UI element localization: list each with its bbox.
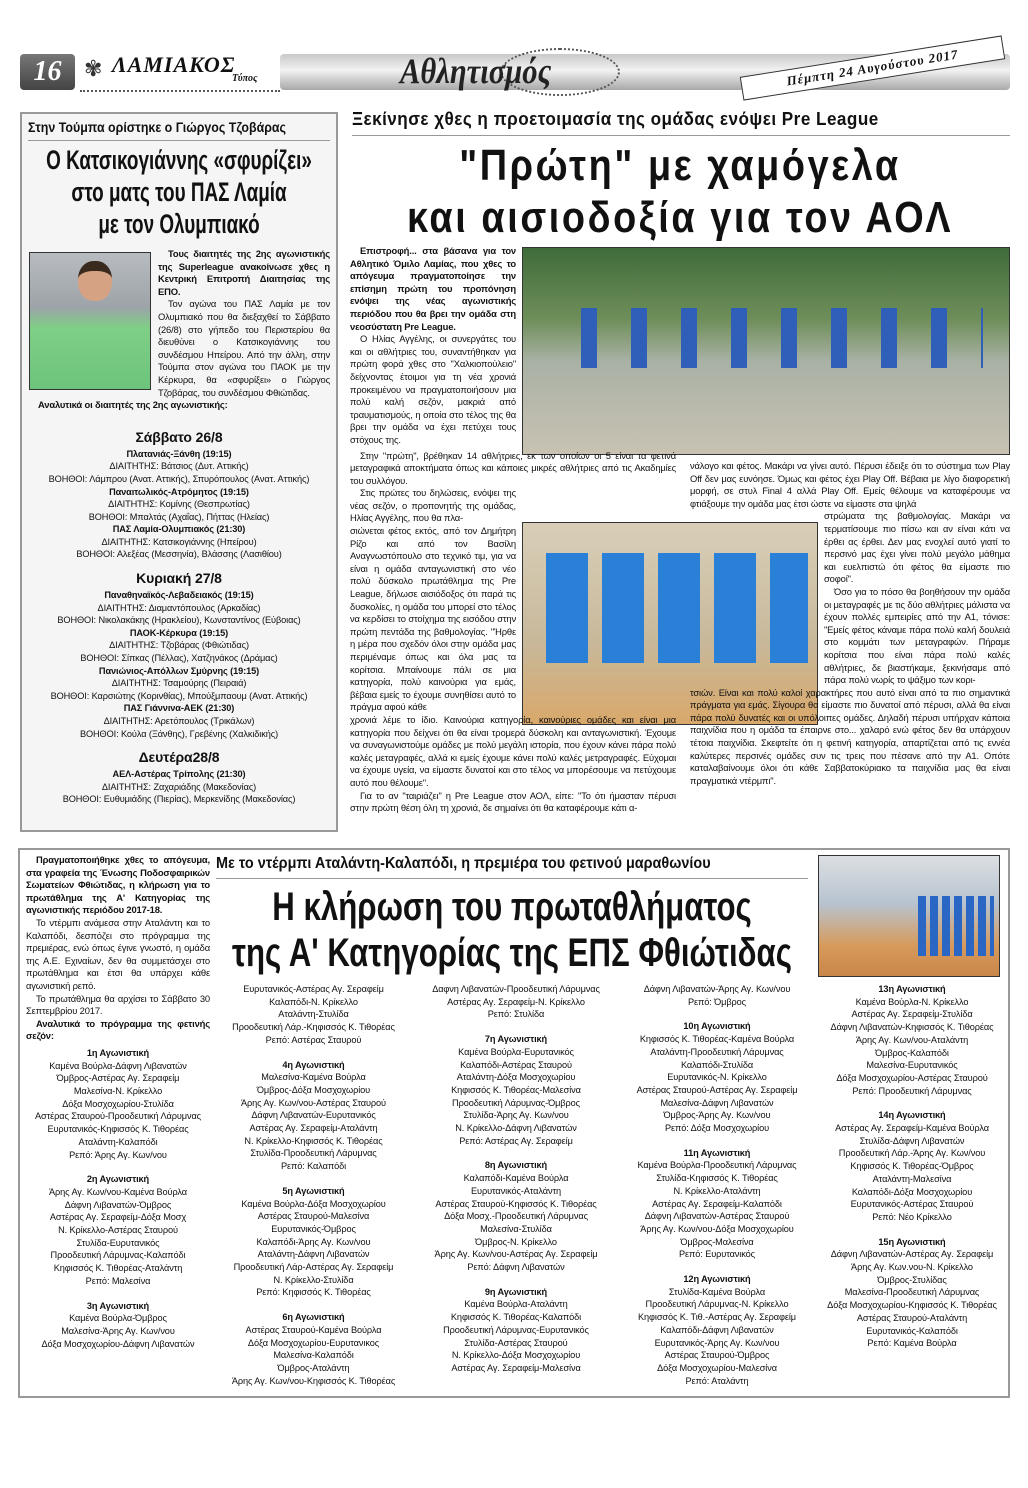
referee-lead: Τους διαιτητές της 2ης αγωνιστικής της Superleague ανακοίνωσε χθες η Κεντρική Επιτροπή Διαιτησίας της ΕΠΟ. xyxy=(158,248,330,297)
match-assistants: ΒΟΗΘΟΙ: Λάμπρου (Ανατ. Αττικής), Σπυρόπουλος (Ανατ. Αττικής) xyxy=(48,473,310,484)
bye-team: Ρεπό: Δόξα Μοσχοχωρίου xyxy=(664,1123,770,1134)
fixture: Αταλάντη-Δάφνη Λιβανατών xyxy=(257,1249,370,1260)
fixture: Ευρυτανικός-Αταλάντη xyxy=(471,1185,561,1196)
fixture: Ευρυτανικός-Αστέρας Σταυρού xyxy=(850,1199,974,1210)
aol-paragraph: Όσο για το πόσο θα βοηθήσουν την ομάδα οι μεταγραφές με τις δύο αθλήτριες μάλιστα να έχουν πολλές εμπειρίες από την Α1, τόνισε: "Εμείς φέτος κάναμε πάρα πολύ καλή δουλειά στο κομμάτι των μεταγραφών. Πήραμε κορίτσια που είναι πάρα πολύ καλές αθλήτριες, δε βιαστήκαμε, ξεκινήσαμε από πάρα πολύ νωρίς το ψάξιμο των κορι- xyxy=(824,585,1010,686)
match-title: ΠΑΣ Γιάννινα-ΑΕΚ (21:30) xyxy=(123,703,235,714)
headline-line: και αισιοδοξία για τον ΑΟΛ xyxy=(406,193,954,242)
draw-left-flow xyxy=(26,854,210,1350)
fixture: Καλαπόδι-Στυλίδα xyxy=(680,1059,754,1070)
fixture: Όμβρος-Αστέρας Αγ. Σεραφείμ xyxy=(56,1073,180,1084)
match-assistants: ΒΟΗΘΟΙ: Μπαλτάς (Αχαΐας), Πήττας (Ηλείας) xyxy=(88,511,270,522)
round-heading: 4η Αγωνιστική xyxy=(282,1059,345,1070)
fixture: Καλαπόδι-Δάφνη Λιβανατών xyxy=(660,1324,774,1335)
day-heading: Δευτέρα28/8 xyxy=(138,749,220,766)
fixture: Καμένα Βούρλα-Ν. Κρίκελλο xyxy=(855,996,969,1007)
fixture: Μαλεσίνα-Δάφνη Λιβανατών xyxy=(660,1097,774,1108)
fixture: Μαλεσίνα-Προοδευτική Λάρυμνας xyxy=(844,1287,980,1298)
fixture: Αστέρας Αγ. Σεραφείμ-Αταλάντη xyxy=(249,1123,378,1134)
day-heading: Κυριακή 27/8 xyxy=(136,570,222,587)
match-assistants: ΒΟΗΘΟΙ: Καρσιώτης (Κορινθίας), Μπούξμπαουμ (Ανατ. Αττικής) xyxy=(50,690,308,701)
round-heading: 6η Αγωνιστική xyxy=(282,1312,345,1323)
aol-column-a1 xyxy=(350,245,516,447)
fixture: Ευρυτανικός-Όμβρος xyxy=(271,1223,356,1234)
fixture: Ευρυτανικός-Ν. Κρίκελλο xyxy=(667,1072,767,1083)
fixture: Όμβρος-Καλαπόδι xyxy=(875,1047,949,1058)
fixture: Δάφνη Λιβανατών-Ευρυτανικός xyxy=(251,1110,376,1121)
referee-headline xyxy=(28,144,330,244)
fixture: Άρης Αγ. Κων/νου-Δόξα Μοσχοχωρίου xyxy=(640,1223,794,1234)
aol-paragraph: Ο Ηλίας Αγγέλης, οι συνεργάτες του και οι αθλήτριες του, συναντήθηκαν για πρώτη φορά χθες στο "Χαλκιοπούλειο" δείχνοντας έτοιμοι για τη νέα χρονιά προκειμένου να πραγματοποιήσουν μια πολύ καλή σεζόν, μακριά από τραυματισμούς, η οποία στο τέλος της θα βρει την ομάδα να έχει πετύχει τους στόχους της. xyxy=(350,333,516,445)
aol-left-flow xyxy=(350,245,676,815)
fixture: Άρης Αγ. Κων/νου-Καμένα Βούρλα xyxy=(49,1186,187,1197)
draw-lead: Πραγματοποιήθηκε χθες το απόγευμα, στα γραφεία της Ένωσης Ποδοσφαιρικών Σωματείων Φθιώτιδας, η κλήρωση για το πρωτάθλημα της Α' Κατηγορίας της αγωνιστικής περιόδου 2017-18. xyxy=(26,854,210,916)
fixture: Αστέρας Σταυρού-Μαλεσίνα xyxy=(257,1211,370,1222)
section-title: Αθλητισμός xyxy=(400,51,552,91)
match-assistants: ΒΟΗΘΟΙ: Αλεξέας (Μεσσηνία), Βλάσσης (Λασιθίου) xyxy=(76,549,282,560)
fixture: Αταλάντη-Μαλεσίνα xyxy=(872,1173,952,1184)
logo-emblem-icon: ✾ xyxy=(84,56,103,81)
referee-paragraph: Τον αγώνα του ΠΑΣ Λαμία με τον Ολυμπιακό που θα διεξαχθεί το Σάββατο (26/8) στο γήπεδο του Περιστερίου θα διευθύνει ο Κατσικογιάννης του συνδέσμου Ηπείρου. Από την άλλη, στην Τούμπα στον αγώνα του ΠΑΟΚ με την Κέρκυρα, θα «σφυρίξει» ο Γιώργος Τζοβάρας, του συνδέσμου Φθιώτιδας. xyxy=(158,298,330,398)
fixture: Κηφισσός Κ. Τιθορέας-Καλαπόδι xyxy=(450,1312,582,1323)
fixture: Άρης Αγ. Κων/νου-Αστέρας Σταυρού xyxy=(240,1097,386,1108)
round-heading: 11η Αγωνιστική xyxy=(683,1147,751,1158)
fixture: Προοδευτική Λάρυμνας-Όμβρος xyxy=(452,1097,580,1108)
fixture: Δάφνη Λιβανατών-Όμβρος xyxy=(64,1199,172,1210)
match-title: ΑΕΛ-Αστέρας Τρίπολης (21:30) xyxy=(112,769,246,780)
fixture: Κηφισσός Κ. Τιθορέας-Όμβρος xyxy=(850,1161,974,1172)
bye-team: Ρεπό: Αταλάντη xyxy=(685,1375,749,1386)
fixture: Αστέρας Αγ. Σεραφείμ-Καμένα Βούρλα xyxy=(835,1123,989,1134)
match-title: Πανιώνιος-Απόλλων Σμύρνης (19:15) xyxy=(98,665,260,676)
fixture: Δόξα Μοσχοχωρίου-Αστέρας Σταυρού xyxy=(836,1072,988,1083)
fixture: Στυλίδα-Κηφισσός Κ. Τιθορέας xyxy=(656,1173,778,1184)
bye-team: Ρεπό: Νέο Κρίκελλο xyxy=(872,1211,952,1222)
bye-team: Ρεπό: Άρης Αγ. Κων/νου xyxy=(69,1149,167,1160)
draw-intro xyxy=(26,854,210,1043)
fixture: Μαλεσίνα-Άρης Αγ. Κων/νου xyxy=(61,1325,175,1336)
aol-column-a4 xyxy=(350,714,676,815)
round-heading: 12η Αγωνιστική xyxy=(683,1274,751,1285)
fixture: Μαλεσίνα-Καμένα Βούρλα xyxy=(261,1072,366,1083)
fixture: Δόξα Μοσχ.-Προοδευτική Λάρυμνας xyxy=(444,1211,588,1222)
aol-paragraph: χρονιά λέμε το ίδιο. Καινούρια κατηγορία, καινούριες ομάδες και είναι μια κατηγορία που δείχνει ότι θα είναι τρομερά δύσκολη και ανταγωνιστική. Έχουμε να συναγωνιστούμε ομάδες με πολύ μεγάλη ιστορία, που έχουν κάνει πάρα πολύ καλές μεταγραφές, αλλά κι εμείς έχουμε κάνει πολύ καλές μετραγραφές. Εύχομαι να έχουμε υγεία, να είμαστε δυνατοί και στο τέλος να μπορέσουμε να πετύχουμε αυτό που θέλουμε". xyxy=(350,713,676,788)
bye-team: Ρεπό: Αστέρας Σταυρού xyxy=(265,1034,362,1045)
round-heading: 8η Αγωνιστική xyxy=(484,1160,548,1171)
aol-paragraph: Στην "πρώτη", βρέθηκαν 14 αθλήτριες, εκ των οποίων οι 5 είναι τα φετινά μεταγραφικά αποκτήματα όπως και κάποιες μικρές αθλήτριες από τις Ακαδημίες του συλλόγου. xyxy=(350,449,676,486)
fixture: Ευρυτανικός-Κηφισσός Κ. Τιθορέας xyxy=(47,1124,189,1135)
fixture: Καμένα Βούρλα-Δόξα Μοσχοχωρίου xyxy=(241,1198,386,1209)
fixture: Καλαπόδι-Καμένα Βούρλα xyxy=(463,1173,569,1184)
draw-kicker-wrap xyxy=(216,855,808,879)
round-heading: 9η Αγωνιστική xyxy=(484,1286,548,1297)
aol-headline xyxy=(350,140,1010,244)
aol-column-a3 xyxy=(350,525,516,714)
fixture: Καλαπόδι-Αστέρας Σταυρού xyxy=(460,1059,572,1070)
fixture: Ν. Κρίκελλο-Αταλάντη xyxy=(673,1185,761,1196)
fixture: Άρης Αγ. Κων/νου-Κηφισσός Κ. Τιθορέας xyxy=(231,1375,396,1386)
match-title: Παναθηναϊκός-Λεβαδειακός (19:15) xyxy=(104,590,254,601)
fixture: Μαλεσίνα-Καλαπόδι xyxy=(273,1350,354,1361)
fixture: Όμβρος-Ν. Κρίκελλο xyxy=(475,1236,557,1247)
aol-column-b1 xyxy=(690,460,1010,510)
bye-team: Ρεπό: Δάφνη Λιβανατών xyxy=(467,1262,565,1273)
match-title: ΠΑΣ Λαμία-Ολυμπιακός (21:30) xyxy=(112,524,246,535)
match-assistants: ΒΟΗΘΟΙ: Κούλα (Ξάνθης), Γρεβένης (Χαλκιδικής) xyxy=(79,728,279,739)
fixture: Όμβρος-Στυλίδας xyxy=(877,1274,947,1285)
round-heading: 7η Αγωνιστική xyxy=(484,1034,548,1045)
fixture: Μαλεσίνα-Ν. Κρίκελλο xyxy=(73,1086,163,1097)
fixture: Στυλίδα-Δάφνη Λιβανατών xyxy=(859,1135,965,1146)
headline-line: Ο Κατσικογιάννης «σφυρίζει» xyxy=(46,145,312,175)
fixture: Αστέρας Σταυρού-Όμβρος xyxy=(664,1350,770,1361)
fixture: Καμένα Βούρλα-Προοδευτική Λάρυμνας xyxy=(637,1160,797,1171)
fixture: Δάφνη Λιβανατών-Κηφισσός Κ. Τιθορέας xyxy=(830,1022,994,1033)
fixture: Καμένα Βούρλα-Αταλάντη xyxy=(464,1299,568,1310)
fixture: Καμένα Βούρλα-Όμβρος xyxy=(69,1313,167,1324)
fixture: Αστέρας Αγ. Σεραφείμ-Δόξα Μοσχ xyxy=(49,1212,187,1223)
aol-column-b2 xyxy=(824,510,1010,686)
fixture: Αστέρας Σταυρού-Κηφισσός Κ. Τιθορέας xyxy=(435,1198,597,1209)
aol-column-a2 xyxy=(350,450,676,526)
bye-team: Ρεπό: Προοδευτική Λάρυμνας xyxy=(852,1085,972,1096)
bye-team: Ρεπό: Στυλίδα xyxy=(487,1009,545,1020)
round-heading: 1η Αγωνιστική xyxy=(86,1047,150,1058)
match-referee: ΔΙΑΙΤΗΤΗΣ: Τζοβάρας (Φθιώτιδας) xyxy=(109,640,249,651)
issue-date: Πέμπτη 24 Αυγούστου 2017 xyxy=(740,35,1005,100)
draw-kicker: Με το ντέρμπι Αταλάντη-Καλαπόδι, η πρεμιέρα του φετινού μαραθωνίου xyxy=(216,855,711,872)
photo-bench-players xyxy=(914,896,994,956)
fixture: Καλαπόδι-Ν. Κρίκελλο xyxy=(269,996,358,1007)
headline-line: της Α' Κατηγορίας της ΕΠΣ Φθιώτιδας xyxy=(232,931,792,975)
referee-body xyxy=(28,248,330,412)
fixture: Αστέρας Σταυρού-Προοδευτική Λάρυμνας xyxy=(35,1111,201,1122)
aol-paragraph: νάλογο και φέτος. Μακάρι να γίνει αυτό. Πέρυσι έδειξε ότι το σύστημα των Play Off δεν μας ευνόησε. Όμως και φέτος έχει Play Off. Βέβαια με λίγο διαφορετική μορφή, σε στυλ Final 4 αλλά Play Off. Εμείς θέλουμε να καταφέρουμε να φτιάξουμε την ομάδα μας έτσι ώστε να είμαστε στα ψηλά xyxy=(690,460,1010,509)
fixture: Καλαπόδι-Άρης Αγ. Κων/νου xyxy=(256,1236,371,1247)
fixture: Καμένα Βούρλα-Ευρυτανικός xyxy=(458,1046,574,1057)
match-assistants: ΒΟΗΘΟΙ: Σίπκας (Πέλλας), Χατζηνάκος (Δράμας) xyxy=(80,653,278,664)
fixture: Δάφνη Λιβανατών-Άρης Αγ. Κων/νου xyxy=(643,984,791,994)
fixture: Όμβρος-Αταλάντη xyxy=(277,1362,350,1373)
match-title: ΠΑΟΚ-Κέρκυρα (19:15) xyxy=(129,627,229,638)
fixture: Δόξα Μοσχοχωρίου-Μαλεσίνα xyxy=(657,1362,777,1373)
fixture: Στυλίδα-Προοδευτική Λάρυμνας xyxy=(250,1148,377,1159)
fixture: Άρης Αγ. Κων.νου-Ν. Κρίκελλο xyxy=(851,1262,973,1273)
fixture: Προοδευτική Λάρ-Αστέρας Αγ. Σεραφείμ xyxy=(233,1262,394,1273)
fixture: Άρης Αγ. Κων/νου-Αταλάντη xyxy=(855,1034,969,1045)
fixture: Αταλάντη-Προοδευτική Λάρυμνας xyxy=(650,1046,784,1057)
fixture: Κηφισσός Κ. Τιθ.-Αστέρας Αγ. Σεραφείμ xyxy=(638,1312,796,1323)
match-title: Πλατανιάς-Ξάνθη (19:15) xyxy=(126,448,232,459)
fixture: Αστέρας Αγ. Σεραφείμ-Στυλίδα xyxy=(851,1009,973,1020)
fixture: Κηφισσός Κ. Τιθορέας-Καμένα Βούρλα xyxy=(639,1034,795,1045)
draw-schedule-intro: Αναλυτικά το πρόγραμμα της φετινής σεζόν: xyxy=(26,1017,210,1042)
draw-paragraph: Το ντέρμπι ανάμεσα στην Αταλάντη και το Καλαπόδι, δεσπόζει στο πρόγραμμα της πρεμιέρας, ενώ όπως έγινε γνωστό, η ομάδα της Α.Ε. Εχιναίων, δεν θα συμμετάσχει στο πρωτάθλημα και έτσι θα υπάρχει κάθε αγωνιστική ρεπό. xyxy=(26,916,210,991)
round-heading: 13η Αγωνιστική xyxy=(878,984,946,994)
fixtures-column xyxy=(620,983,814,1387)
bye-team: Ρεπό: Ευρυτανικός xyxy=(679,1249,755,1260)
match-title: Παναιτωλικός-Ατρόμητος (19:15) xyxy=(109,486,249,497)
aol-paragraph: Στις πρώτες του δηλώσεις, ενόψει της νέας σεζόν, ο προπονητής της ομάδας, Ηλίας Αγγέλης, που θα πλα- xyxy=(350,487,516,524)
round-heading: 15η Αγωνιστική xyxy=(878,1236,946,1247)
aol-paragraph: Για το αν "ταιριάζει" η Pre League στον ΑΟΛ, είπε: "Το ότι ήμασταν πέρυσι στην πρώτη θέση όλη τη χρονιά, δε σημαίνει ότι θα καταφέρουμε κάτι α- xyxy=(350,789,676,814)
match-referee: ΔΙΑΙΤΗΤΗΣ: Κομίνης (Θεσπρωτίας) xyxy=(108,499,250,510)
match-assistants: ΒΟΗΘΟΙ: Ευθυμιάδης (Πιερίας), Μερκενίδης (Μακεδονίας) xyxy=(62,794,296,805)
fixture: Αστέρας Σταυρού-Αταλάντη xyxy=(856,1312,968,1323)
fixture: Όμβρος-Άρης Αγ. Κων/νου xyxy=(663,1110,771,1121)
fixture: Αστέρας Σταυρού-Αστέρας Αγ. Σεραφείμ xyxy=(636,1084,798,1095)
match-referee: ΔΙΑΙΤΗΤΗΣ: Κατσικογιάννης (Ηπείρου) xyxy=(101,536,257,547)
fixture: Στυλίδα-Αστέρας Σταυρού xyxy=(464,1337,568,1348)
fixture: Δόξα Μοσχοχωρίου-Ευρυτανικος xyxy=(247,1337,380,1348)
draw-team-photo xyxy=(818,855,1000,977)
fixture: Όμβρος-Δόξα Μοσχοχωρίου xyxy=(256,1084,371,1095)
fixture: Δόξα Μοσχοχωρίου-Κηφισσός Κ. Τιθορέας xyxy=(827,1300,997,1311)
fixture: Προοδευτική Λάρυμνας-Ευρυτανικός xyxy=(443,1324,589,1335)
fixture: Ν. Κρίκελλο-Αστέρας Σταυρού xyxy=(58,1225,178,1236)
fixture: Προοδευτική Λάρ.-Άρης Αγ. Κων/νου xyxy=(838,1148,986,1159)
fixture: Καλαπόδι-Δόξα Μοσχοχωρίου xyxy=(851,1186,973,1197)
fixture: Άρης Αγ. Κων/νου-Αστέρας Αγ. Σεραφείμ xyxy=(434,1249,598,1260)
fixture: Μαλεσίνα-Στυλίδα xyxy=(480,1223,552,1234)
day-heading: Σάββατο 26/8 xyxy=(135,428,223,445)
aol-paragraph: στρώματα της βαθμολογίας. Μακάρι να τερματίσουμε πιο πίσω και αν είναι κάτι να έρθει ας έρθει. Δεν μας ενοχλεί αυτό γιατί το περσινό μας έχει γίνει πολύ μεγάλο μάθημα και ευελπιστώ ότι φέτος θα είμαστε πιο σοφοί". xyxy=(824,510,1010,585)
match-referee: ΔΙΑΙΤΗΤΗΣ: Βάτσιος (Δυτ. Αττικής) xyxy=(109,461,249,472)
header-divider xyxy=(80,90,280,92)
fixture: Ν. Κρίκελλο-Δάφνη Λιβανατών xyxy=(455,1123,577,1134)
fixture: Ν. Κρίκελλο-Δόξα Μοσχοχωρίου xyxy=(451,1350,581,1361)
aol-kicker-wrap xyxy=(352,109,1010,136)
draw-paragraph: Το πρωτάθλημα θα αρχίσει το Σάββατο 30 Σεπτεμβρίου 2017. xyxy=(26,992,210,1017)
bye-team: Ρεπό: Αστέρας Αγ. Σεραφείμ xyxy=(459,1135,573,1146)
fixture: Όμβρος-Μαλεσίνα xyxy=(680,1236,754,1247)
match-referee: ΔΙΑΙΤΗΤΗΣ: Τσαμούρης (Πειραιά) xyxy=(111,678,247,689)
referee-flow xyxy=(28,248,330,806)
bye-team: Ρεπό: Καλαπόδι xyxy=(280,1161,347,1172)
bye-team: Ρεπό: Κηφισσός Κ. Τιθορέας xyxy=(256,1287,371,1298)
fixture: Δαφνη Λιβανατών-Προοδευτική Λάρυμνας xyxy=(432,984,600,994)
headline-line: στο ματς του ΠΑΣ Λαμία xyxy=(71,177,287,207)
match-referee: ΔΙΑΙΤΗΤΗΣ: Ζαχαριάδης (Μακεδονίας) xyxy=(101,781,257,792)
headline-line: "Πρώτη" με χαμόγελα xyxy=(459,141,901,190)
fixtures-column xyxy=(26,1047,210,1350)
referee-kicker: Στην Τούμπα ορίστηκε ο Γιώργος Τζοβάρας xyxy=(28,120,287,135)
fixture: Αστέρας Αγ. Σεραφείμ-Ν. Κρίκελλο xyxy=(447,996,585,1007)
aol-paragraph: τσιών. Είναι και πολύ καλοί χαρακτήρες που αυτό είναι από τα πιο σημαντικά πράγματα για εμάς. Σίγουρα θα είμαστε πιο δυνατοί από πέρυσι, αλλά θα είναι πάρα πολύ δυνατές και οι υπόλοιπες ομάδες. Δηλαδή πέρυσι υπήρχαν κάποια παιχνίδια που η ομάδα τα έπαιρνε στο... χαλαρό ενώ φέτος δεν θα υπάρχουν τέτοια παιχνίδια. Σκεφτείτε ότι η φετινή κατηγορία, απαρτίζεται από τις εννέα καλύτερες περσινές ομάδες συν τις τρεις που πέσανε από την Α1. Οπότε καταλαβαίνουμε όλοι ότι κάθε Σαββατοκύριακο τα παιχνίδια μας θα είναι πραγματικά ντέρμπι". xyxy=(690,686,1010,786)
draw-headline xyxy=(216,884,808,976)
photo-spacer xyxy=(28,248,158,392)
aol-paragraph: σιώνεται φέτος εκτός, από τον Δημήτρη Ρίζο και από τον Βασίλη Αναγνωστόπουλο στο τεχνικό τιμ, για να είναι η ομάδα ανταγωνιστική στο νέο πολύ δύσκολο πρωτάθλημα της Pre League, δήλωσε αισιόδοξος ότι παρά τις δυσκολίες, η ομάδα του μπορεί στο τέλος να κερδίσει το στοίχημα της εισόδου στην πρώτη πεντάδα της βαθμολογίας. "Ήρθε η μέρα που σχεδόν όλοι στην ομάδα μας περιμέναμε όπως και όλα μας τα κορίτσια. Μπαίνουμε πάλι σε μια κατηγορία, πολύ καινούρια για εμάς, βέβαια εμείς το έχουμε συνηθίσει αυτό το πράγμα αφού κάθε xyxy=(350,525,516,713)
fixture: Ν. Κρίκελλο-Στυλίδα xyxy=(273,1274,354,1285)
fixture: Καμένα Βούρλα-Δάφνη Λιβανατών xyxy=(49,1060,187,1071)
fixture: Στυλίδα-Καμένα Βούρλα xyxy=(668,1286,766,1297)
headline-line: με τον Ολυμπιακό xyxy=(98,209,260,239)
match-referee: ΔΙΑΙΤΗΤΗΣ: Αρετόπουλος (Τρικάλων) xyxy=(103,716,255,726)
aol-kicker: Ξεκίνησε χθες η προετοιμασία της ομάδας ενόψει Pre League xyxy=(352,109,879,129)
round-heading: 14η Αγωνιστική xyxy=(878,1110,946,1121)
fixture: Κηφισσός Κ. Τιθορέας-Αταλάντη xyxy=(53,1263,183,1274)
bye-team: Ρεπό: Καμένα Βούρλα xyxy=(867,1338,957,1349)
fixture: Προοδευτική Λάρ.-Κηφισσός Κ. Τιθορέας xyxy=(232,1022,395,1033)
fixture: Δόξα Μοσχοχωρίου-Στυλίδα xyxy=(62,1098,174,1109)
fixture: Μαλεσίνα-Ευρυτανικός xyxy=(866,1060,958,1071)
newspaper-logo: ΛΑΜΙΑΚΟΣ xyxy=(112,52,236,77)
fixture: Ν. Κρίκελλο-Κηφισσός Κ. Τιθορέας xyxy=(244,1135,383,1146)
fixture: Αστέρας Αγ. Σεραφείμ-Καλαπόδι xyxy=(652,1198,782,1209)
bye-team: Ρεπό: Μαλεσίνα xyxy=(85,1275,151,1286)
fixture: Αταλάντη-Καλαπόδι xyxy=(78,1136,158,1147)
fixture: Προοδευτική Λάρυμνας-Καλαπόδι xyxy=(50,1250,186,1261)
headline-line: Η κλήρωση του πρωταθλήματος xyxy=(272,885,752,929)
page-number: 16 xyxy=(20,54,75,90)
referee-kicker-wrap xyxy=(28,119,330,141)
fixture: Δόξα Μοσχοχωρίου-Δάφνη Λιβανατών xyxy=(41,1338,195,1349)
aol-right-flow xyxy=(690,460,1010,787)
round-heading: 5η Αγωνιστική xyxy=(282,1185,345,1196)
round-heading: 2η Αγωνιστική xyxy=(86,1174,150,1185)
referee-assignments xyxy=(28,412,330,806)
aol-lead: Επιστροφή... στα βάσανα για τον Αθλητικό Όμιλο Λαμίας, που χθες το απόγευμα πραγματοποίησε την επίσημη πρώτη του προπόνηση ενόψει της νέας αγωνιστικής περιόδου που θα βρει την ομάδα στη νεοσύστατη Pre League. xyxy=(350,245,516,332)
fixture: Ευρυτανικός-Άρης Αγ. Κων/νου xyxy=(654,1337,780,1348)
aol-column-b3 xyxy=(690,687,1010,788)
round-heading: 10η Αγωνιστική xyxy=(683,1021,751,1032)
round-heading: 3η Αγωνιστική xyxy=(86,1300,150,1311)
fixtures-column xyxy=(215,983,412,1387)
fixture: Στυλίδα-Ευρυτανικός xyxy=(76,1237,160,1248)
fixture: Δάφνη Λιβανατών-Αστέρας Σταυρού xyxy=(644,1211,790,1222)
fixture: Δάφνη Λιβανατών-Αστέρας Αγ. Σεραφείμ xyxy=(830,1249,994,1260)
match-referee: ΔΙΑΙΤΗΤΗΣ: Διαμαντόπουλος (Αρκαδίας) xyxy=(97,602,261,613)
fixtures-column xyxy=(414,983,618,1375)
fixture: Αστέρας Σταυρού-Καμένα Βούρλα xyxy=(245,1324,382,1335)
fixture: Στυλίδα-Άρης Αγ. Κων/νου xyxy=(463,1110,569,1121)
fixture: Προοδευτική Λάρυμνας-Ν. Κρίκελλο xyxy=(645,1299,789,1310)
match-assistants: ΒΟΗΘΟΙ: Νικολακάκης (Ηρακλείου), Κωνσταντίνος (Εύβοιας) xyxy=(57,615,301,626)
fixture: Ευρυτανικός-Καλαπόδι xyxy=(866,1325,958,1336)
fixture: Αστέρας Αγ. Σεραφείμ-Μαλεσίνα xyxy=(451,1362,581,1373)
fixture: Ευρυτανικός-Αστέρας Αγ. Σεραφείμ xyxy=(243,984,384,994)
newspaper-logo-subtitle: Τύπος xyxy=(232,73,258,84)
fixture: Αταλάντη-Δόξα Μοσχοχωρίου xyxy=(456,1072,576,1083)
fixture: Κηφισσός Κ. Τιθορέας-Μαλεσίνα xyxy=(451,1084,581,1095)
referee-list-intro: Αναλυτικά οι διαιτητές της 2ης αγωνιστικής: xyxy=(38,399,228,411)
fixtures-column xyxy=(816,983,1008,1350)
fixture: Αταλάντη-Στυλίδα xyxy=(278,1009,349,1020)
bye-team: Ρεπό: Όμβρος xyxy=(687,996,747,1007)
